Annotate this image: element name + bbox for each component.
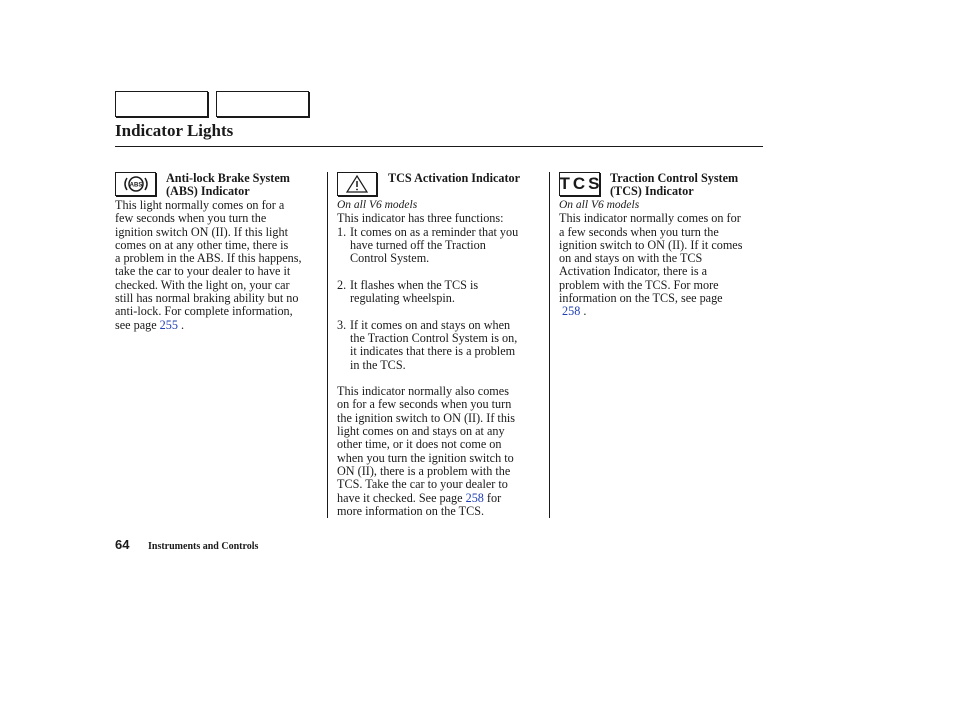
list-item: 3. If it comes on and stays on when the Traction Control System is on, it indicates that there is a problem in the TCS. xyxy=(337,317,518,372)
column-divider xyxy=(327,172,328,518)
nav-button-next[interactable] xyxy=(216,91,309,117)
intro-text: This indicator has three functions: xyxy=(337,211,504,226)
functions-list xyxy=(337,226,547,372)
page-link-258[interactable]: 258 xyxy=(562,304,581,319)
abs-section xyxy=(115,172,325,332)
page-link-255[interactable]: 255 xyxy=(159,317,178,332)
warning-triangle-icon xyxy=(337,172,377,196)
page-number: 64 xyxy=(115,537,130,552)
tcs-activation-section xyxy=(337,172,547,518)
tcs-activation-body: This indicator normally also comes on for a few seconds when you turn the ignition switch to ON (II). If this light comes on and stays on at any other time, or it does not come on when you turn the ignition switch to ON (II), there is a problem with the TCS. Take the car to your dealer to have it checked. See page 258 for more information on the TCS. xyxy=(337,384,516,518)
section-name: Instruments and Controls xyxy=(148,541,259,552)
tcs-activation-title: TCS Activation Indicator xyxy=(388,171,521,185)
column-divider xyxy=(549,172,550,518)
tcs-section xyxy=(559,172,764,319)
tcs-indicator-icon: TCS xyxy=(559,172,600,196)
list-item: 2. It flashes when the TCS is regulating wheelspin. xyxy=(337,277,479,306)
tcs-body: This indicator normally comes on for a few seconds when you turn the ignition switch to ON (II). If it comes on and stays on with the TCS Activation Indicator, there is a problem with the TCS. For more information on the TCS, see page 258 . xyxy=(559,211,743,319)
tcs-section-title: Traction Control System (TCS) Indicator xyxy=(610,171,739,199)
models-note: On all V6 models xyxy=(337,199,418,211)
abs-section-title: Anti-lock Brake System (ABS) Indicator xyxy=(166,171,290,199)
page-link-258[interactable]: 258 xyxy=(465,490,484,505)
abs-warning-icon xyxy=(115,172,156,196)
page-title: Indicator Lights xyxy=(115,121,234,140)
abs-body: This light normally comes on for a few seconds when you turn the ignition switch ON (II). If this light comes on at any other time, there is a problem in the ABS. If this happens, take the car to your dealer to have it checked. With the light on, your car still has normal braking ability but no anti-lock. For complete information, see page 255 . xyxy=(115,198,302,332)
svg-text:ABS: ABS xyxy=(129,182,142,189)
nav-button-previous[interactable] xyxy=(115,91,208,117)
models-note: On all V6 models xyxy=(559,199,640,211)
title-divider xyxy=(115,146,763,147)
list-item: 1. It comes on as a reminder that you have turned off the Traction Control System. xyxy=(337,224,519,266)
